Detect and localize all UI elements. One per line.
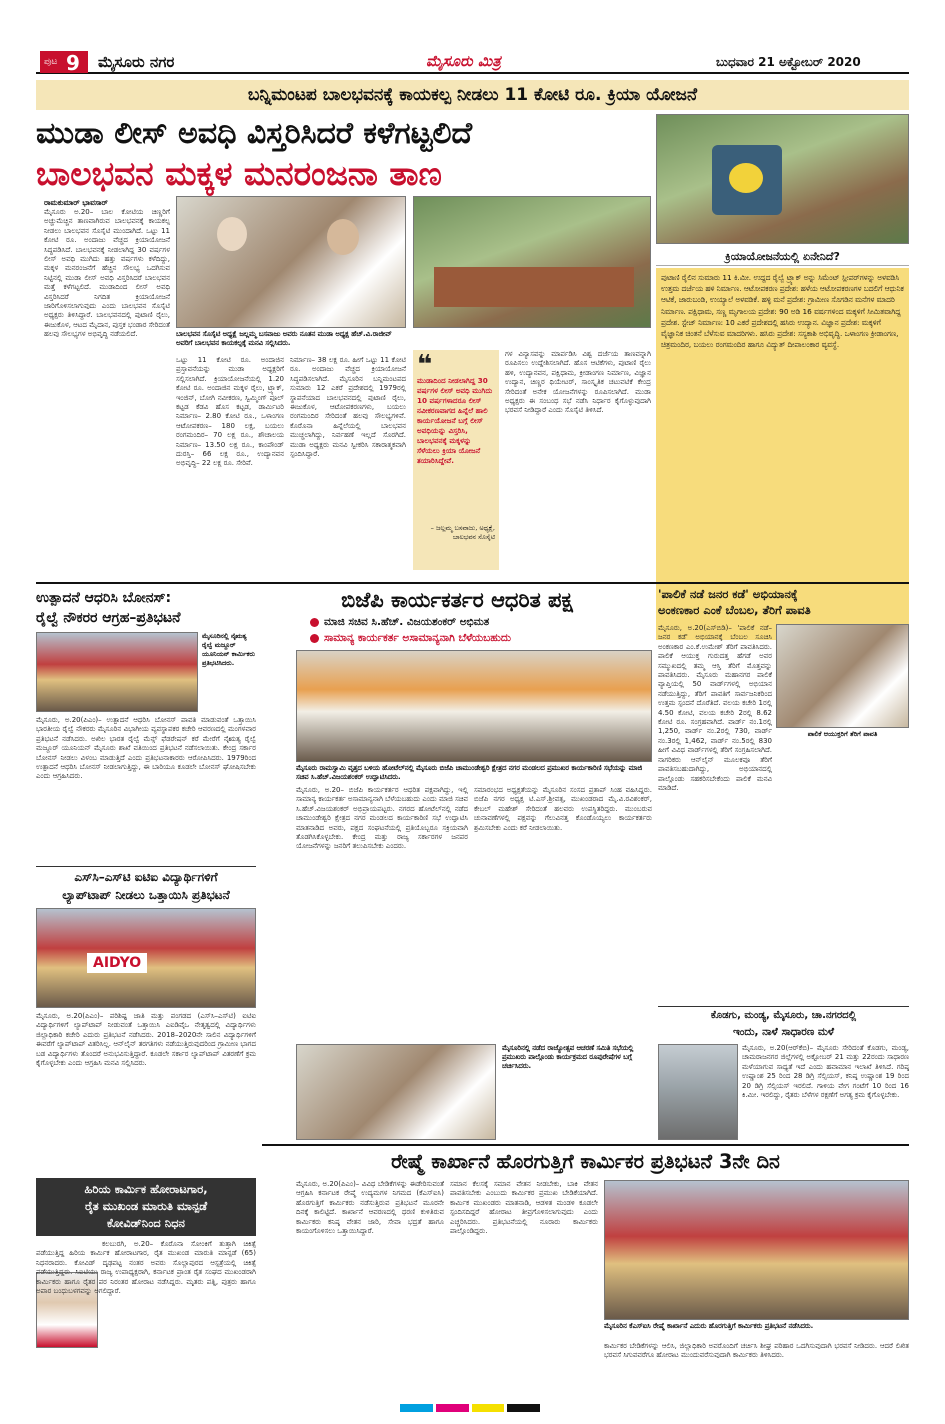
obit-headline-2: ರೈತ ಮುಖಂಡ ಮಾರುತಿ ಮಾನ್ಪಡೆ	[84, 1199, 208, 1213]
obit-headline-3: ಕೋವಿಡ್‌ನಿಂದ ನಿಧನ	[107, 1216, 185, 1230]
rule	[36, 866, 256, 867]
palike-headline-2: ಅಂಕಣಕಾರ ಎಂಕೆ ಬೆಂಬಲ, ತೆರಿಗೆ ಪಾವತಿ	[658, 603, 811, 617]
railway-body: ಮೈಸೂರು, ಅ.20(ಪಿಎಂ)– ಉತ್ಪಾದನೆ ಆಧರಿಸಿ ಬೋನಸ್ ಪಾವತಿ ಮಾಡುವಂತೆ ಒತ್ತಾಯಿಸಿ ಭಾರತೀಯ ರೈಲ್ವೆ ನೌಕರರು ಮೈಸೂರಿನ ವಿಭಾಗೀಯ ವ್ಯವಸ್ಥಾಪಕರ ಕಚೇರಿ ಆವರಣದಲ್ಲಿ ಮಂಗಳವಾರ ಪ್ರತಿಭಟನೆ ನಡೆಸಿದರು. ಅಖಿಲ ಭಾರತ ರೈಲ್ವೆ ಮೆನ್ಸ್ ಫೆಡರೇಷನ್ ಕರೆ ಮೇರೆಗೆ ನೈಋತ್ಯ ರೈಲ್ವೆ ಮಜ್ದೂರ್ ಯೂನಿಯನ್ ಮೈಸೂರು ಶಾಖೆ ವತಿಯಿಂದ ಪ್ರತಿಭಟನೆ ನಡೆಸಲಾಯಿತು. ಕೇಂದ್ರ ಸರ್ಕಾರ ಬೋನಸ್ ನೀಡಲು ವಿಳಂಬ ಮಾಡುತ್ತಿದೆ ಎಂದು ಪ್ರತಿಭಟನಾಕಾರರು ಆರೋಪಿಸಿದರು. 1979ರಿಂದ ಉತ್ಪಾದನೆ ಆಧರಿಸಿ ಬೋನಸ್ ನೀಡಲಾಗುತ್ತಿದ್ದು, ಈ ಬಾರಿಯೂ ಕೂಡಲೇ ಬೋನಸ್ ಘೋಷಿಸಬೇಕು ಎಂದು ಆಗ್ರಹಿಸಿದರು.	[36, 716, 256, 781]
silk-body-col-1: ಮೈಸೂರು, ಅ.20(ಪಿಎಂ)– ವಿವಿಧ ಬೇಡಿಕೆಗಳನ್ನು ಈಡೇರಿಸುವಂತೆ ಆಗ್ರಹಿಸಿ ಕರ್ನಾಟಕ ರೇಷ್ಮೆ ಉದ್ಯಮಗಳ ನಿಗಮದ (ಕೆಎಸ್‌ಐಸಿ) ಹೊರಗುತ್ತಿಗೆ ಕಾರ್ಮಿಕರು ನಡೆಸುತ್ತಿರುವ ಪ್ರತಿಭಟನೆ ಮೂರನೇ ದಿನಕ್ಕೆ ಕಾಲಿಟ್ಟಿದೆ. ಕಾರ್ಖಾನೆ ಆವರಣದಲ್ಲಿ ಧರಣಿ ಕುಳಿತಿರುವ ಕಾರ್ಮಿಕರು ಕನಿಷ್ಠ ವೇತನ ಜಾರಿ, ಸೇವಾ ಭದ್ರತೆ ಹಾಗೂ ಕಾಯಂಗೊಳಿಸಲು ಒತ್ತಾಯಿಸಿದ್ದಾರೆ.	[296, 1180, 444, 1236]
print-registration-marks	[400, 1404, 540, 1412]
quote-mark-icon: ❝	[417, 350, 433, 380]
edition-date: ಬುಧವಾರ 21 ಅಕ್ಟೋಬರ್ 2020	[716, 55, 861, 69]
bjp-bullet-2: ಸಾಮಾನ್ಯ ಕಾರ್ಯಕರ್ತ ಅಸಾಮಾನ್ಯನಾಗಿ ಬೆಳೆಯಬಹುದು	[324, 632, 512, 644]
bjp-meeting-photo	[296, 650, 652, 762]
bjp-body-col-2: ಸಮಾರಂಭದ ಅಧ್ಯಕ್ಷತೆಯನ್ನು ಮೈಸೂರಿನ ಸಂಸದ ಪ್ರತಾಪ್ ಸಿಂಹ ವಹಿಸಿದ್ದರು. ಬಿಜೆಪಿ ನಗರ ಅಧ್ಯಕ್ಷ ಟಿ.ಎಸ್.ಶ್ರೀವತ್ಸ, ಮುಖಂಡರಾದ ಮೈ.ವಿ.ರವಿಶಂಕರ್, ಕೇಬಲ್ ಮಹೇಶ್ ಸೇರಿದಂತೆ ಹಲವರು ಉಪಸ್ಥಿತರಿದ್ದರು. ಮುಂಬರುವ ಚುನಾವಣೆಗಳಲ್ಲಿ ಪಕ್ಷವನ್ನು ಗೆಲುವಿನತ್ತ ಕೊಂಡೊಯ್ಯಲು ಕಾರ್ಯಕರ್ತರು ಶ್ರಮಿಸಬೇಕು ಎಂದು ಕರೆ ನೀಡಲಾಯಿತು.	[474, 786, 652, 832]
railway-protest-photo	[36, 632, 198, 712]
silk-photo-caption: ಮೈಸೂರಿನ ಕೆಎಸ್‌ಐಸಿ ರೇಷ್ಮೆ ಕಾರ್ಖಾನೆ ಎದುರು ಹೊರಗುತ್ತಿಗೆ ಕಾರ್ಮಿಕರು ಪ್ರತಿಭಟನೆ ನಡೆಸಿದರು.	[604, 1322, 814, 1330]
lead-quote-text: ಮುಡಾದಿಂದ ನೀಡಲಾಗಿದ್ದ 30 ವರ್ಷಗಳ ಲೀಸ್ ಅವಧಿ ಮುಗಿದು 10 ವರ್ಷಗಳಾದರೂ ಲೀಸ್ ನವೀಕರಣವಾಗದ ಹಿನ್ನೆಲೆ ಹಾಲಿ ಕಾರ್ಯಯೋಜನೆ ಬಗ್ಗೆ ಲೀಸ್ ಅವಧಿಯನ್ನು ವಿಸ್ತರಿಸಿ, ಬಾಲಭವನಕ್ಕೆ ಮಕ್ಕಳನ್ನು ಸೆಳೆಯಲು ಕ್ರಿಯಾ ಯೋಜನೆ ತಯಾರಿಸಿದ್ದೇವೆ.	[417, 376, 493, 465]
scst-headline-1: ಎಸ್‌ಸಿ–ಎಸ್‌ಟಿ ಐಟಿಐ ವಿದ್ಯಾರ್ಥಿಗಳಿಗೆ	[74, 870, 218, 884]
bullet-icon	[310, 634, 319, 643]
rule	[658, 1006, 909, 1007]
page-label: ಪುಟ	[44, 57, 58, 67]
aidyo-banner: AIDYO	[87, 953, 147, 973]
lead-body-col-2: ಒಟ್ಟು 11 ಕೋಟಿ ರೂ. ಅಂದಾಜಿನ ಪ್ರಸ್ತಾವನೆಯನ್ನು ಮುಡಾ ಅಧ್ಯಕ್ಷರಿಗೆ ಸಲ್ಲಿಸಲಾಗಿದೆ. ಕ್ರಿಯಾಯೋಜನೆಯಲ್ಲಿ 1.20 ಕೋಟಿ ರೂ. ಅಂದಾಜಿನ ಮಕ್ಕಳ ರೈಲು, ಟ್ರ್ಯಾಕ್, ಇಂಜಿನ್, ಬೋಗಿ ನವೀಕರಣ, ಸ್ವಿಮ್ಮಿಂಗ್ ಪೂಲ್ ಕಟ್ಟಡ ಕೆಡವಿ ಹೊಸ ಕಟ್ಟಡ, ಡಾರ್ಮಿಟರಿ ನಿರ್ಮಾಣ– 2.80 ಕೋಟಿ ರೂ., ಒಳಾಂಗಣ ಆಟೋಪಕರಣ– 180 ಲಕ್ಷ, ಬಯಲು ರಂಗಮಂದಿರ– 70 ಲಕ್ಷ ರೂ., ಶೌಚಾಲಯ ನಿರ್ಮಾಣ– 13.50 ಲಕ್ಷ ರೂ., ಕಾಂಪೌಂಡ್ ದುರಸ್ತಿ– 66 ಲಕ್ಷ ರೂ., ಉದ್ಯಾನವನ ಅಭಿವೃದ್ಧಿ– 22 ಲಕ್ಷ ರೂ. ಸೇರಿವೆ.	[176, 356, 284, 468]
rains-body: ಮೈಸೂರು, ಅ.20(ಆರ್‌ಕೆಬಿ)– ಮೈಸೂರು ಸೇರಿದಂತೆ ಕೊಡಗು, ಮಂಡ್ಯ, ಚಾಮರಾಜನಗರ ಜಿಲ್ಲೆಗಳಲ್ಲಿ ಅಕ್ಟೋಬರ್ 21 ಮತ್ತು 22ರಂದು ಸಾಧಾರಣ ಮಳೆಯಾಗುವ ಸಾಧ್ಯತೆ ಇದೆ ಎಂದು ಹವಾಮಾನ ಇಲಾಖೆ ತಿಳಿಸಿದೆ. ಗರಿಷ್ಠ ಉಷ್ಣಾಂಶ 25 ರಿಂದ 28 ಡಿಗ್ರಿ ಸೆಲ್ಸಿಯಸ್, ಕನಿಷ್ಠ ಉಷ್ಣಾಂಶ 19 ರಿಂದ 20 ಡಿಗ್ರಿ ಸೆಲ್ಸಿಯಸ್ ಇರಲಿದೆ. ಗಾಳಿಯ ವೇಗ ಗಂಟೆಗೆ 10 ರಿಂದ 16 ಕಿ.ಮೀ. ಇರಲಿದ್ದು, ರೈತರು ಬೆಳೆಗಳ ರಕ್ಷಣೆಗೆ ಅಗತ್ಯ ಕ್ರಮ ಕೈಗೊಳ್ಳಬೇಕು.	[742, 1044, 909, 1100]
color-swatch	[507, 1404, 540, 1412]
muda-handover-photo	[176, 196, 406, 328]
silk-protest-photo	[604, 1180, 909, 1320]
palike-headline-1: 'ಪಾಲಿಕೆ ನಡೆ ಜನರ ಕಡೆ' ಅಭಿಯಾನಕ್ಕೆ	[658, 587, 798, 601]
lead-headline-2: ಬಾಲಭವನ ಮಕ್ಕಳ ಮನರಂಜನಾ ತಾಣ	[36, 154, 442, 193]
page-number: 9	[66, 51, 80, 75]
lead-body-col-1: ಮೈಸೂರು ಅ.20– ಬಾಲ ಕೋಟಿಯ ಚಿಣ್ಣರಿಗೆ ಅಚ್ಚುಮೆಚ್ಚಿನ ತಾಣವಾಗಿರುವ ಬಾಲಭವನಕ್ಕೆ ಕಾಯಕಲ್ಪ ನೀಡಲು ಬಾಲಭವನ ಸೊಸೈಟಿ ಮುಂದಾಗಿದೆ. ಒಟ್ಟು 11 ಕೋಟಿ ರೂ. ಅಂದಾಜು ವೆಚ್ಚದ ಕ್ರಿಯಾಯೋಜನೆ ಸಿದ್ಧಪಡಿಸಿದೆ. ಬಾಲಭವನಕ್ಕೆ ನೀಡಲಾಗಿದ್ದ 30 ವರ್ಷಗಳ ಲೀಸ್ ಅವಧಿ ಮುಗಿದು ಹತ್ತು ವರ್ಷಗಳು ಕಳೆದಿದ್ದು, ಮಕ್ಕಳ ಮನರಂಜನೆಗೆ ಹೆಚ್ಚಿನ ಸೌಲಭ್ಯ ಒದಗಿಸುವ ನಿಟ್ಟಿನಲ್ಲಿ ಮುಡಾ ಲೀಸ್ ಅವಧಿ ವಿಸ್ತರಿಸಿದರೆ ಬಾಲಭವನ ಮತ್ತೆ ಕಳೆಗಟ್ಟಲಿದೆ. ಮುಡಾದಿಂದ ಲೀಸ್ ಅವಧಿ ವಿಸ್ತರಿಸಿದರೆ ನಿಗದಿತ ಕ್ರಿಯಾಯೋಜನೆ ಜಾರಿಗೊಳಿಸಲಾಗುವುದು ಎಂದು ಬಾಲಭವನ ಸೊಸೈಟಿ ಅಧ್ಯಕ್ಷರು ತಿಳಿಸಿದ್ದಾರೆ. ಬಾಲಭವನದಲ್ಲಿ ಪುಟಾಣಿ ರೈಲು, ಈಜುಕೊಳ, ಆಟದ ಮೈದಾನ, ಪುಸ್ತಕ ಭಂಡಾರ ಸೇರಿದಂತೆ ಹಲವು ಸೌಲಭ್ಯಗಳ ಅಭಿವೃದ್ಧಿ ನಡೆಯಲಿದೆ.	[44, 208, 170, 339]
meeting-group-photo	[296, 1044, 496, 1140]
railway-photo-caption: ಮೈಸೂರಿನಲ್ಲಿ ನೈಋತ್ಯ ರೈಲ್ವೆ ಮಜ್ದೂರ್ ಯೂನಿಯನ್ ಕಾರ್ಮಿಕರು ಪ್ರತಿಭಟಿಸಿದರು.	[202, 632, 255, 667]
bjp-bullet-2-row	[310, 632, 650, 645]
lead-kicker-band	[36, 80, 909, 110]
rains-headline-2: ಇಂದು, ನಾಳೆ ಸಾಧಾರಣ ಮಳೆ	[732, 1026, 835, 1038]
lead-kicker: ಬನ್ನಿಮಂಟಪ ಬಾಲಭವನಕ್ಕೆ ಕಾಯಕಲ್ಪ ನೀಡಲು 11 ಕೋಟಿ ರೂ. ಕ್ರಿಯಾ ಯೋಜನೆ	[247, 85, 698, 105]
bjp-body-col-1: ಮೈಸೂರು, ಅ.20– ಬಿಜೆಪಿ ಕಾರ್ಯಕರ್ತರ ಆಧರಿತ ಪಕ್ಷವಾಗಿದ್ದು, ಇಲ್ಲಿ ಸಾಮಾನ್ಯ ಕಾರ್ಯಕರ್ತ ಅಸಾಮಾನ್ಯನಾಗಿ ಬೆಳೆಯಬಹುದು ಎಂದು ಮಾಜಿ ಸಚಿವ ಸಿ.ಹೆಚ್.ವಿಜಯಶಂಕರ್ ಅಭಿಪ್ರಾಯಪಟ್ಟರು. ನಗರದ ಹೋಟೆಲ್‌ನಲ್ಲಿ ನಡೆದ ಚಾಮುಂಡೇಶ್ವರಿ ಕ್ಷೇತ್ರದ ನಗರ ಮಂಡಲದ ಕಾರ್ಯಕಾರಿಣಿ ಸಭೆ ಉದ್ಘಾಟಿಸಿ ಮಾತನಾಡಿದ ಅವರು, ಪಕ್ಷದ ಸಂಘಟನೆಯಲ್ಲಿ ಪ್ರತಿಯೊಬ್ಬರೂ ಸಕ್ರಿಯವಾಗಿ ತೊಡಗಿಸಿಕೊಳ್ಳಬೇಕು. ಕೇಂದ್ರ ಮತ್ತು ರಾಜ್ಯ ಸರ್ಕಾರಗಳ ಜನಪರ ಯೋಜನೆಗಳನ್ನು ಜನರಿಗೆ ತಲುಪಿಸಬೇಕು ಎಂದರು.	[296, 786, 468, 851]
obit-headline-1: ಹಿರಿಯ ಕಾರ್ಮಿಕ ಹೋರಾಟಗಾರ,	[84, 1182, 208, 1196]
lead-quote-author: – ಜಲ್ಲಮ್ಮ ಬಸವಾಜು, ಅಧ್ಯಕ್ಷೆ, ಬಾಲಭವನ ಸೊಸೈಟಿ	[430, 524, 495, 541]
color-swatch	[472, 1404, 505, 1412]
palike-body: ಮೈಸೂರು, ಅ.20(ಎಸ್‌ಬಿಡಿ)– 'ಪಾಲಿಕೆ ನಡೆ–ಜನರ ಕಡೆ' ಅಭಿಯಾನಕ್ಕೆ ಬೆಂಬಲ ಸೂಚಿಸಿ ಅಂಕಣಕಾರ ಎಂ.ಕೆ.ಉಮೇಶ್ ತೆರಿಗೆ ಪಾವತಿಸಿದರು. ಪಾಲಿಕೆ ಆಯುಕ್ತ ಗುರುದತ್ತ ಹೆಗಡೆ ಅವರ ಸಮ್ಮುಖದಲ್ಲಿ ತಮ್ಮ ಆಸ್ತಿ ತೆರಿಗೆ ಮೊತ್ತವನ್ನು ಪಾವತಿಸಿದರು. ಮೈಸೂರು ಮಹಾನಗರ ಪಾಲಿಕೆ ವ್ಯಾಪ್ತಿಯಲ್ಲಿ 50 ವಾರ್ಡ್‌ಗಳಲ್ಲಿ ಅಭಿಯಾನ ನಡೆಯುತ್ತಿದ್ದು, ತೆರಿಗೆ ಪಾವತಿಗೆ ಸಾರ್ವಜನಿಕರಿಂದ ಉತ್ತಮ ಸ್ಪಂದನೆ ದೊರೆತಿದೆ. ವಲಯ ಕಚೇರಿ 1ರಲ್ಲಿ 4.50 ಕೋಟಿ, ವಲಯ ಕಚೇರಿ 2ರಲ್ಲಿ 8.62 ಕೋಟಿ ರೂ. ಸಂಗ್ರಹವಾಗಿದೆ. ವಾರ್ಡ್ ನಂ.1ರಲ್ಲಿ 1,250, ವಾರ್ಡ್ ನಂ.2ರಲ್ಲಿ 730, ವಾರ್ಡ್ ನಂ.3ರಲ್ಲಿ 1,462, ವಾರ್ಡ್ ನಂ.5ರಲ್ಲಿ 830 ಹೀಗೆ ವಿವಿಧ ವಾರ್ಡ್‌ಗಳಲ್ಲಿ ತೆರಿಗೆ ಸಂಗ್ರಹಿಸಲಾಗಿದೆ. ನಾಗರಿಕರು ಆನ್‌ಲೈನ್ ಮೂಲಕವೂ ತೆರಿಗೆ ಪಾವತಿಸಬಹುದಾಗಿದ್ದು, ಅಭಿಯಾನದಲ್ಲಿ ಪಾಲ್ಗೊಂಡು ಸಹಕರಿಸಬೇಕೆಂದು ಪಾಲಿಕೆ ಮನವಿ ಮಾಡಿದೆ.	[658, 624, 772, 792]
obit-body: ಕಲಬುರಗಿ, ಅ.20– ಕೊರೊನಾ ಸೋಂಕಿಗೆ ತುತ್ತಾಗಿ ಚಿಕಿತ್ಸೆ ಪಡೆಯುತ್ತಿದ್ದ ಹಿರಿಯ ಕಾರ್ಮಿಕ ಹೋರಾಟಗಾರ, ರೈತ ಮುಖಂಡ ಮಾರುತಿ ಮಾನ್ಪಡೆ (65) ನಿಧನರಾದರು. ಕೋವಿಡ್ ದೃಢಪಟ್ಟ ನಂತರ ಅವರು ಸೊಲ್ಲಾಪುರದ ಆಸ್ಪತ್ರೆಯಲ್ಲಿ ಚಿಕಿತ್ಸೆ ಪಡೆಯುತ್ತಿದ್ದರು. ಸಿಐಟಿಯು ರಾಜ್ಯ ಉಪಾಧ್ಯಕ್ಷರಾಗಿ, ಕರ್ನಾಟಕ ಪ್ರಾಂತ ರೈತ ಸಂಘದ ಮುಖಂಡರಾಗಿ ಕಾರ್ಮಿಕರು ಹಾಗೂ ರೈತರ ಪರ ನಿರಂತರ ಹೋರಾಟ ನಡೆಸಿದ್ದರು. ಮೃತರು ಪತ್ನಿ, ಪುತ್ರರು ಹಾಗೂ ಅಪಾರ ಬಂಧುಬಳಗವನ್ನು ಅಗಲಿದ್ದಾರೆ.	[36, 1240, 256, 1296]
meeting-photo-caption: ಮೈಸೂರಿನಲ್ಲಿ ನಡೆದ ರಾಜ್ಯೋತ್ಸವ ಆಚರಣೆ ಸಮಿತಿ ಸಭೆಯಲ್ಲಿ ಪ್ರಮುಖರು ಪಾಲ್ಗೊಂಡು ಕಾರ್ಯಕ್ರಮದ ರೂಪುರೇಷೆಗಳ ಬಗ್ಗೆ ಚರ್ಚಿಸಿದರು.	[502, 1044, 634, 1071]
railway-headline-1: ಉತ್ಪಾದನೆ ಆಧರಿಸಿ ಬೋನಸ್:	[36, 590, 172, 606]
scst-headline-2: ಲ್ಯಾಪ್‌ಟಾಪ್ ನೀಡಲು ಒತ್ತಾಯಿಸಿ ಪ್ರತಿಭಟನೆ	[62, 888, 230, 902]
railway-headline-2: ರೈಲ್ವೆ ನೌಕರರ ಆಗ್ರಹ–ಪ್ರತಿಭಟನೆ	[36, 610, 181, 626]
lead-body-col-3: ನಿರ್ಮಾಣ– 38 ಲಕ್ಷ ರೂ. ಹೀಗೆ ಒಟ್ಟು 11 ಕೋಟಿ ರೂ. ಅಂದಾಜು ವೆಚ್ಚದ ಕ್ರಿಯಾಯೋಜನೆ ಸಿದ್ಧಪಡಿಸಲಾಗಿದೆ. ಮೈಸೂರಿನ ಬನ್ನಿಮಂಟಪದ ಸುಮಾರು 12 ಎಕರೆ ಪ್ರದೇಶದಲ್ಲಿ 1979ರಲ್ಲಿ ಸ್ಥಾಪನೆಯಾದ ಬಾಲಭವನದಲ್ಲಿ ಪುಟಾಣಿ ರೈಲು, ಈಜುಕೊಳ, ಆಟೋಪಕರಣಗಳು, ಬಯಲು ರಂಗಮಂದಿರ ಸೇರಿದಂತೆ ಹಲವು ಸೌಲಭ್ಯಗಳಿವೆ. ಕೊರೊನಾ ಹಿನ್ನೆಲೆಯಲ್ಲಿ ಬಾಲಭವನ ಮುಚ್ಚಲಾಗಿದ್ದು, ನಿರ್ವಹಣೆ ಇಲ್ಲದೆ ಸೊರಗಿದೆ. ಮುಡಾ ಅಧ್ಯಕ್ಷರು ಮನವಿ ಸ್ವೀಕರಿಸಿ ಸಕಾರಾತ್ಮಕವಾಗಿ ಸ್ಪಂದಿಸಿದ್ದಾರೆ.	[290, 356, 406, 459]
bullet-icon	[310, 618, 319, 627]
lead-headline-1: ಮುಡಾ ಲೀಸ್ ಅವಧಿ ವಿಸ್ತರಿಸಿದರೆ ಕಳೆಗಟ್ಟಲಿದೆ	[36, 116, 473, 151]
section-name: ಮೈಸೂರು ನಗರ	[98, 53, 175, 71]
page-number-badge	[40, 51, 88, 73]
bjp-photo-caption: ಮೈಸೂರು ರಾಮಸ್ವಾಮಿ ವೃತ್ತದ ಬಳಿಯ ಹೋಟೆಲ್‌ನಲ್ಲಿ ಮೈಸೂರು ಬಿಜೆಪಿ ಚಾಮುಂಡೇಶ್ವರಿ ಕ್ಷೇತ್ರದ ನಗರ ಮಂಡಲದ ಪ್ರಮುಖರ ಕಾರ್ಯಕಾರಿಣಿ ಸಭೆಯನ್ನು ಮಾಜಿ ಸಚಿವ ಸಿ.ಹೆಚ್.ವಿಜಯಶಂಕರ್ ಉದ್ಘಾಟಿಸಿದರು.	[296, 764, 643, 781]
toy-train-photo	[656, 114, 909, 244]
lead-photo-caption: ಬಾಲಭವನ ಸೊಸೈಟಿ ಅಧ್ಯಕ್ಷೆ ಜಲ್ಲಮ್ಮ ಬಸವಾಜು ಅವರು ನೂತನ ಮುಡಾ ಅಧ್ಯಕ್ಷ ಹೆಚ್.ವಿ.ರಾಜೀವ್ ಅವರಿಗೆ ಬಾಲಭವನ ಕಾಯಕಲ್ಪಕ್ಕೆ ಮನವಿ ಸಲ್ಲಿಸಿದರು.	[176, 330, 392, 347]
lead-byline: ರಾಮಕುಮಾರ್ ಭಾವಸಾರ್	[44, 198, 108, 207]
masthead	[36, 50, 909, 74]
color-swatch	[400, 1404, 433, 1412]
section-divider	[36, 582, 909, 584]
lead-sidebar-body: ಪುಟಾಣಿ ರೈಲಿನ ಸುಮಾರು 11 ಕಿ.ಮೀ. ಉದ್ದದ ರೈಲ್ವೆ ಟ್ರ್ಯಾಕ್ ಅನ್ನು ಸಿಮೆಂಟ್ ಸ್ಲೀಪರ್‌ಗಳನ್ನು ಅಳವಡಿಸಿ ಉತ್ತಮ ದರ್ಜೆಯ ಹಳಿ ನಿರ್ಮಾಣ. ಆಟೋಪಕರಣ ಪ್ರದೇಶ: ಹಳೆಯ ಆಟೋಪಕರಣಗಳ ಬದಲಿಗೆ ಆಧುನಿಕ ಆಟಿಕೆ, ಜಾರುಬಂಡಿ, ಉಯ್ಯಾಲೆ ಅಳವಡಿಕೆ. ಹಳ್ಳಿ ಮನೆ ಪ್ರದೇಶ: ಗ್ರಾಮೀಣ ಸೊಗಡಿನ ಮನೆಗಳ ಮಾದರಿ ನಿರ್ಮಾಣ. ಪಕ್ಷಿಧಾಮ, ಸಣ್ಣ ಮೃಗಾಲಯ ಪ್ರದೇಶ: 90 ಅಡಿ 16 ವರ್ಷಗಳಿಂದ ಮಕ್ಕಳಿಗೆ ಸೀಮಿತವಾಗಿದ್ದ ಪ್ರದೇಶ. ಸ್ಟೇಜ್ ನಿರ್ಮಾಣ: 10 ಎಕರೆ ಪ್ರದೇಶದಲ್ಲಿ ಹಸಿರು ಉದ್ಯಾನ. ವಿಜ್ಞಾನ ಪ್ರದೇಶ: ಮಕ್ಕಳಿಗೆ ವೈಜ್ಞಾನಿಕ ಚಿಂತನೆ ಬೆಳೆಸುವ ಮಾದರಿಗಳು. ಹಸಿರು ಪ್ರದೇಶ: ಸಸ್ಯಕಾಶಿ ಅಭಿವೃದ್ಧಿ. ಒಳಾಂಗಣ ಕ್ರೀಡಾಂಗಣ, ಚಿತ್ರಮಂದಿರ, ಬಯಲು ರಂಗಮಂದಿರ ಹಾಗೂ ವಿದ್ಯುತ್ ದೀಪಾಲಂಕಾರ ವ್ಯವಸ್ಥೆ.	[661, 273, 904, 350]
lead-sidebar-title: ಕ್ರಿಯಾಯೋಜನೆಯಲ್ಲಿ ಏನೇನಿದೆ?	[725, 250, 840, 263]
bjp-headline: ಬಿಜೆಪಿ ಕಾರ್ಯಕರ್ತರ ಆಧರಿತ ಪಕ್ಷ	[341, 588, 573, 612]
silk-divider	[262, 1144, 909, 1146]
scst-protest-photo	[36, 908, 256, 1008]
lead-sidebar-box	[656, 268, 909, 640]
bjp-bullet-1-row	[310, 616, 630, 629]
rain-street-photo	[658, 1044, 738, 1140]
silk-body-col-3: ಕಾರ್ಮಿಕರ ಬೇಡಿಕೆಗಳನ್ನು ಆಲಿಸಿ, ಜಿಲ್ಲಾಧಿಕಾರಿ ಅವರೊಂದಿಗೆ ಚರ್ಚಿಸಿ ಶೀಘ್ರ ಪರಿಹಾರ ಒದಗಿಸುವುದಾಗಿ ಭರವಸೆ ನೀಡಿದರು. ಆದರೆ ಲಿಖಿತ ಭರವಸೆ ಸಿಗುವವರೆಗೂ ಹೋರಾಟ ಮುಂದುವರೆಸುವುದಾಗಿ ಕಾರ್ಮಿಕರು ತಿಳಿಸಿದರು.	[604, 1342, 909, 1360]
palike-photo-caption: ಪಾಲಿಕೆ ಆಯುಕ್ತರಿಗೆ ತೆರಿಗೆ ಪಾವತಿ	[807, 730, 878, 738]
rains-headline-1: ಕೊಡಗು, ಮಂಡ್ಯ, ಮೈಸೂರು, ಚಾ.ನಗರದಲ್ಲಿ	[710, 1010, 857, 1021]
bjp-bullet-1: ಮಾಜಿ ಸಚಿವ ಸಿ.ಹೆಚ್. ವಿಜಯಶಂಕರ್ ಅಭಿಮತ	[324, 616, 490, 628]
scst-body: ಮೈಸೂರು, ಅ.20(ಪಿಎಂ)– ಪರಿಶಿಷ್ಟ ಜಾತಿ ಮತ್ತು ಪಂಗಡದ (ಎಸ್‌ಸಿ–ಎಸ್‌ಟಿ) ಐಟಿಐ ವಿದ್ಯಾರ್ಥಿಗಳಿಗೆ ಲ್ಯಾಪ್‌ಟಾಪ್ ನೀಡುವಂತೆ ಒತ್ತಾಯಿಸಿ ಎಐಡಿವೈಒ ನೇತೃತ್ವದಲ್ಲಿ ವಿದ್ಯಾರ್ಥಿಗಳು ಜಿಲ್ಲಾಧಿಕಾರಿ ಕಚೇರಿ ಎದುರು ಪ್ರತಿಭಟನೆ ನಡೆಸಿದರು. 2018–2020ನೇ ಸಾಲಿನ ವಿದ್ಯಾರ್ಥಿಗಳಿಗೆ ಈವರೆಗೆ ಲ್ಯಾಪ್‌ಟಾಪ್ ವಿತರಿಸಿಲ್ಲ. ಆನ್‌ಲೈನ್ ತರಗತಿಗಳು ನಡೆಯುತ್ತಿರುವುದರಿಂದ ಗ್ರಾಮೀಣ ಭಾಗದ ಬಡ ವಿದ್ಯಾರ್ಥಿಗಳು ತೊಂದರೆ ಅನುಭವಿಸುತ್ತಿದ್ದಾರೆ. ಕೂಡಲೇ ಸರ್ಕಾರ ಲ್ಯಾಪ್‌ಟಾಪ್ ವಿತರಣೆಗೆ ಕ್ರಮ ಕೈಗೊಳ್ಳಬೇಕು ಎಂದು ಆಗ್ರಹಿಸಿ ಮನವಿ ಸಲ್ಲಿಸಿದರು.	[36, 1012, 256, 1068]
lead-sidebar-title-band	[656, 248, 909, 266]
palike-tax-photo	[776, 624, 909, 728]
lead-body-col-4: ಗಳ ವಿನ್ಯಾಸವನ್ನು ಮಾರ್ಪಡಿಸಿ ವಿಶ್ವ ದರ್ಜೆಯ ತಾಣವನ್ನಾಗಿ ರೂಪಿಸಲು ಉದ್ದೇಶಿಸಲಾಗಿದೆ. ಹೊಸ ಆಟಿಕೆಗಳು, ಪುಟಾಣಿ ರೈಲು ಹಳಿ, ಉದ್ಯಾನವನ, ಪಕ್ಷಿಧಾಮ, ಕ್ರೀಡಾಂಗಣ ನಿರ್ಮಾಣ, ವಿಜ್ಞಾನ ಉದ್ಯಾನ, ಚಿಣ್ಣರ ಥಿಯೇಟರ್, ಸಾಂಸ್ಕೃತಿಕ ಚಟುವಟಿಕೆ ಕೇಂದ್ರ ಸೇರಿದಂತೆ ಅನೇಕ ಯೋಜನೆಗಳನ್ನು ರೂಪಿಸಲಾಗಿದೆ. ಮುಡಾ ಅಧ್ಯಕ್ಷರು ಈ ಸಂಬಂಧ ಸಭೆ ನಡೆಸಿ ನಿರ್ಧಾರ ಕೈಗೊಳ್ಳುವುದಾಗಿ ಭರವಸೆ ನೀಡಿದ್ದಾರೆ ಎಂದು ಸೊಸೈಟಿ ತಿಳಿಸಿದೆ.	[505, 350, 651, 415]
lead-quote-box	[413, 350, 499, 570]
bal-bhavan-building-photo	[413, 196, 651, 328]
obit-headline-box	[36, 1178, 256, 1236]
silk-body-col-2: ಸಮಾನ ಕೆಲಸಕ್ಕೆ ಸಮಾನ ವೇತನ ನೀಡಬೇಕು, ಬಾಕಿ ವೇತನ ಪಾವತಿಸಬೇಕು ಎಂಬುದು ಕಾರ್ಮಿಕರ ಪ್ರಮುಖ ಬೇಡಿಕೆಯಾಗಿದೆ. ಕಾರ್ಮಿಕ ಮುಖಂಡರು ಮಾತನಾಡಿ, ಆಡಳಿತ ಮಂಡಳಿ ಕೂಡಲೇ ಸ್ಪಂದಿಸದಿದ್ದರೆ ಹೋರಾಟ ತೀವ್ರಗೊಳಿಸಲಾಗುವುದು ಎಂದು ಎಚ್ಚರಿಸಿದರು. ಪ್ರತಿಭಟನೆಯಲ್ಲಿ ನೂರಾರು ಕಾರ್ಮಿಕರು ಪಾಲ್ಗೊಂಡಿದ್ದರು.	[450, 1180, 598, 1236]
color-swatch	[436, 1404, 469, 1412]
silk-headline: ರೇಷ್ಮೆ ಕಾರ್ಖಾನೆ ಹೊರಗುತ್ತಿಗೆ ಕಾರ್ಮಿಕರ ಪ್ರತಿಭಟನೆ 3ನೇ ದಿನ	[391, 1150, 780, 1173]
paper-logo: ಮೈಸೂರು ಮಿತ್ರ	[426, 52, 501, 70]
